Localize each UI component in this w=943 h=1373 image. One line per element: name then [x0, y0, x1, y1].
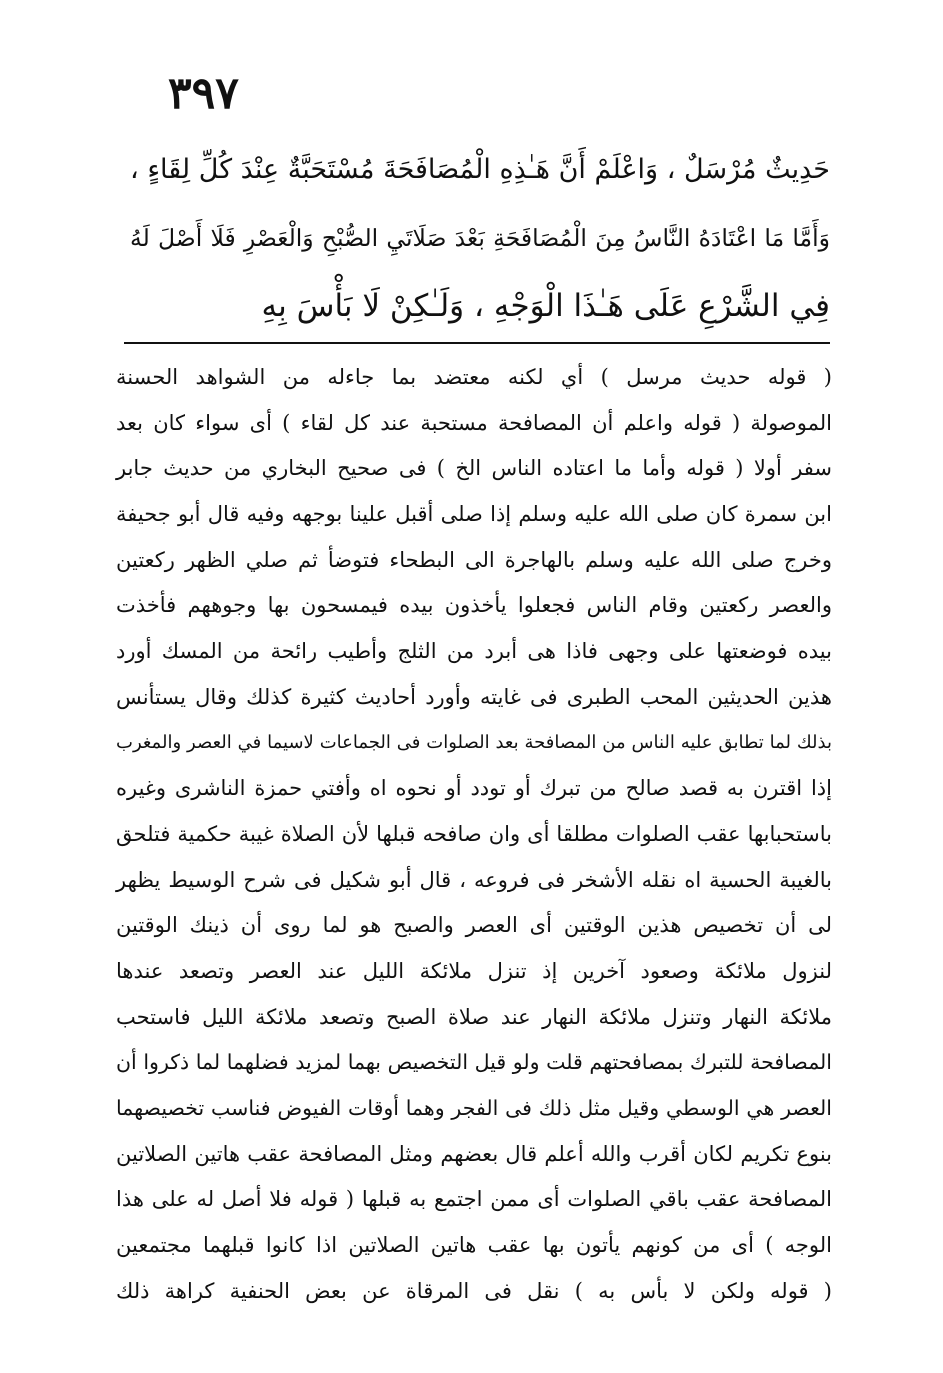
commentary-line: العصر هي الوسطي وقيل مثل ذلك فى الفجر وهما أوقات الفيوض فناسب تخصيصهما: [116, 1096, 832, 1120]
commentary-line: هذين الحديثين المحب الطبرى فى غايته وأورد أحاديث كثيرة كذلك وقال يستأنس: [116, 684, 832, 709]
main-text-line: حَدِيثٌ مُرْسَلٌ ، وَاعْلَمْ أَنَّ هَـٰذِهِ الْمُصَافَحَةَ مُسْتَحَبَّةٌ عِنْدَ كُلِّ لِقَاءٍ ،: [130, 154, 830, 185]
commentary-text: [116, 356, 832, 1315]
commentary-line: المصافحة للتبرك بمصافحتهم قلت ولو قيل التخصيص بهما لمزيد فضلهما لما ذكروا أن: [116, 1050, 832, 1075]
commentary-line: بالغيبة الحسية اه نقله الأشخر فى فروعه ، قال أبو شكيل فى شرح الوسيط يظهر: [116, 867, 832, 892]
commentary-line: لنزول ملائكة وصعود آخرين إذ تنزل ملائكة الليل عند العصر وتصعد عندها: [116, 958, 832, 983]
section-divider: [124, 342, 830, 344]
commentary-line: ( قوله ولكن لا بأس به ) نقل فى المرقاة عن بعض الحنفية كراهة ذلك: [116, 1278, 832, 1303]
commentary-line: إذا اقترن به قصد صالح من تبرك أو تودد أو نحوه اه وأفتي حمزة الناشرى وغيره: [116, 776, 832, 801]
commentary-line: المصافحة عقب باقي الصلوات أى ممن اجتمع به قبلها ( قوله فلا أصل له على هذا: [116, 1187, 832, 1212]
commentary-line: بنوع تكريم لكان أقرب والله أعلم قال بعضهم ومثل المصافحة عقب هاتين الصلاتين: [116, 1141, 832, 1166]
main-text: [130, 148, 830, 352]
commentary-line: سفر أولا ( قوله وأما ما اعتاده الناس الخ ) فى صحيح البخاري من حديث جابر: [116, 456, 832, 481]
commentary-line: ( قوله حديث مرسل ) أي لكنه معتضد بما جاءله من الشواهد الحسنة: [116, 365, 832, 389]
commentary-line: الوجه ) أى من كونهم يأتون بها عقب هاتين الصلاتين اذا كانوا قبلهما مجتمعين: [116, 1233, 832, 1258]
commentary-line: الموصولة ( قوله واعلم أن المصافحة مستحبة عند كل لقاء ) أى سواء كان بعد: [116, 410, 832, 435]
commentary-line: ملائكة النهار وتنزل ملائكة النهار عند صلاة الصبح وتصعد ملائكة الليل فاستحب: [116, 1004, 832, 1029]
main-text-line: وَأَمَّا مَا اعْتَادَهُ النَّاسُ مِنَ الْمُصَافَحَةِ بَعْدَ صَلَاتَيِ الصُّبْحِ وَالْعَصْرِ فَلَا أَصْلَ لَهُ: [130, 224, 830, 252]
commentary-line: والعصر ركعتين وقام الناس فجعلوا يأخذون بيده فيمسحون بها وجوههم فأخذت: [116, 593, 832, 618]
commentary-line: ابن سمرة كان صلى الله عليه وسلم إذا صلى أقبل علينا بوجهه وفيه قال أبو جحيفة: [116, 502, 832, 527]
commentary-line: لى أن تخصيص هذين الوقتين أى العصر والصبح هو لما روى أن ذينك الوقتين: [116, 913, 832, 938]
commentary-line: باستحبابها عقب الصلوات مطلقا أى وان صافحه قبلها لأن الصلاة غيبة حكمية فتلحق: [116, 821, 832, 846]
commentary-line: بيده فوضعتها على وجهى فاذا هى أبرد من الثلج وأطيب رائحة من المسك أورد: [116, 639, 832, 664]
page-number: ٣٩٧: [168, 68, 239, 119]
commentary-line: وخرج صلى الله عليه وسلم بالهاجرة الى البطحاء فتوضأ ثم صلي الظهر ركعتين: [116, 547, 832, 572]
commentary-line: بذلك لما تطابق عليه الناس من المصافحة بعد الصلوات فى الجماعات لاسيما في العصر والمغرب: [116, 731, 832, 753]
main-text-line: فِي الشَّرْعِ عَلَى هَـٰذَا الْوَجْهِ ، وَلَـٰكِنْ لَا بَأْسَ بِهِ: [261, 288, 830, 324]
